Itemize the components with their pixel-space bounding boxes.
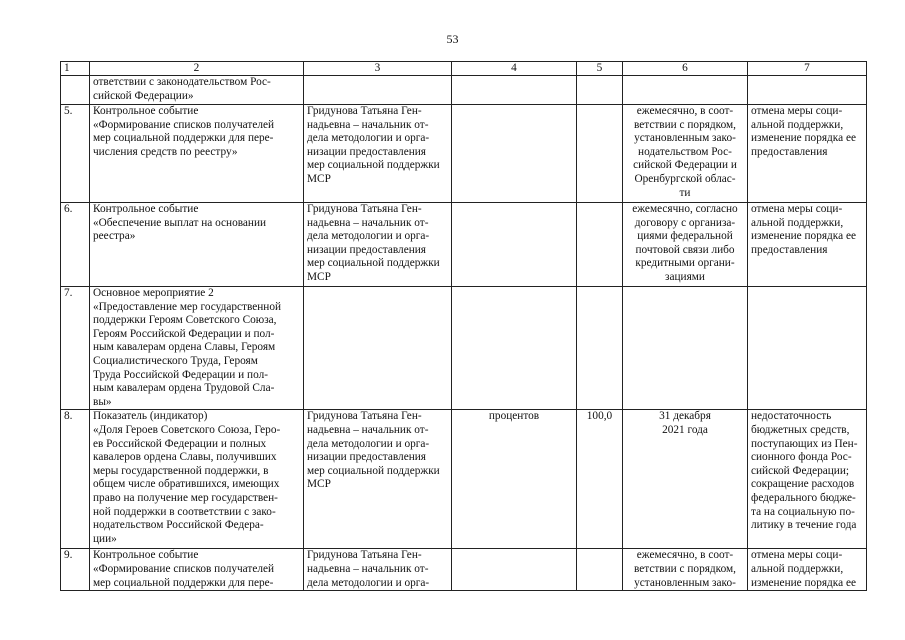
column-header: 5 — [577, 62, 623, 76]
value-cell — [577, 105, 623, 203]
responsible-person — [304, 287, 452, 410]
responsible-person: Гридунова Татьяна Ген- надьевна – начальник от- дела методологии и орга- низации предоставления мер социальной поддержки МСР — [304, 203, 452, 287]
row-number: 9. — [61, 549, 90, 591]
table-row — [61, 76, 867, 105]
row-number: 5. — [61, 105, 90, 203]
risk-cell: отмена меры соци- альной поддержки, изменение порядка ее предоставления — [748, 203, 867, 287]
row-number — [61, 76, 90, 105]
column-header: 4 — [452, 62, 577, 76]
column-header: 3 — [304, 62, 452, 76]
risk-cell — [748, 76, 867, 105]
unit-cell — [452, 287, 577, 410]
value-cell — [577, 549, 623, 591]
event-description: Контрольное событие «Формирование списков получателей мер социальной поддержки для пере- числения средств по реестру» — [90, 105, 304, 203]
event-description: ответствии с законодательством Рос- сийской Федерации» — [90, 76, 304, 105]
table-row — [61, 105, 867, 203]
column-header: 7 — [748, 62, 867, 76]
deadline-cell — [623, 287, 748, 410]
table-row — [61, 549, 867, 591]
unit-cell — [452, 549, 577, 591]
table-row — [61, 410, 867, 549]
responsible-person: Гридунова Татьяна Ген- надьевна – начальник от- дела методологии и орга- низации предоставления мер социальной поддержки МСР — [304, 105, 452, 203]
risk-cell: недостаточность бюджетных средств, поступающих из Пен- сионного фонда Рос- сийской Федерации; сокращение расходов федерального бюдже- та на социальную по- литику в течение года — [748, 410, 867, 549]
table-row — [61, 287, 867, 410]
event-description: Контрольное событие «Формирование списков получателей мер социальной поддержки для пере- — [90, 549, 304, 591]
event-description: Показатель (индикатор) «Доля Героев Советского Союза, Геро- ев Российской Федерации и полных кавалеров ордена Славы, получивших меры государственной поддержки, в общем числе обратившихся, имеющих право на получение мер государствен- ной поддержки в соответствии с зако- нодательством Российской Федера- ции» — [90, 410, 304, 549]
risk-cell: отмена меры соци- альной поддержки, изменение порядка ее — [748, 549, 867, 591]
row-number: 6. — [61, 203, 90, 287]
risk-cell: отмена меры соци- альной поддержки, изменение порядка ее предоставления — [748, 105, 867, 203]
deadline-cell: 31 декабря 2021 года — [623, 410, 748, 549]
event-description: Основное мероприятие 2 «Предоставление мер государственной поддержки Героям Советского Союза, Героям Российской Федерации и пол- ным кавалерам ордена Славы, Героям Социалистического Труда, Героям Труда Российской Федерации и пол- ным кавалерам ордена Трудовой Сла- вы» — [90, 287, 304, 410]
responsible-person: Гридунова Татьяна Ген- надьевна – начальник от- дела методологии и орга- — [304, 549, 452, 591]
table-row — [61, 203, 867, 287]
risk-cell — [748, 287, 867, 410]
responsible-person: Гридунова Татьяна Ген- надьевна – начальник от- дела методологии и орга- низации предоставления мер социальной поддержки МСР — [304, 410, 452, 549]
value-cell — [577, 76, 623, 105]
value-cell — [577, 287, 623, 410]
unit-cell — [452, 203, 577, 287]
column-header: 1 — [61, 62, 90, 76]
deadline-cell: ежемесячно, в соот- ветствии с порядком, установленным зако- нодательством Рос- сийской Федерации и Оренбургской облас- ти — [623, 105, 748, 203]
measures-table — [60, 61, 867, 591]
responsible-person — [304, 76, 452, 105]
deadline-cell: ежемесячно, согласно договору с организа- циями федеральной почтовой связи либо кредитными органи- зациями — [623, 203, 748, 287]
page-number: 53 — [446, 32, 459, 46]
row-number: 7. — [61, 287, 90, 410]
row-number: 8. — [61, 410, 90, 549]
column-header: 6 — [623, 62, 748, 76]
unit-cell: процентов — [452, 410, 577, 549]
value-cell: 100,0 — [577, 410, 623, 549]
table-header-row — [61, 62, 867, 76]
deadline-cell: ежемесячно, в соот- ветствии с порядком, установленным зако- — [623, 549, 748, 591]
event-description: Контрольное событие «Обеспечение выплат на основании реестра» — [90, 203, 304, 287]
deadline-cell — [623, 76, 748, 105]
unit-cell — [452, 105, 577, 203]
unit-cell — [452, 76, 577, 105]
value-cell — [577, 203, 623, 287]
column-header: 2 — [90, 62, 304, 76]
